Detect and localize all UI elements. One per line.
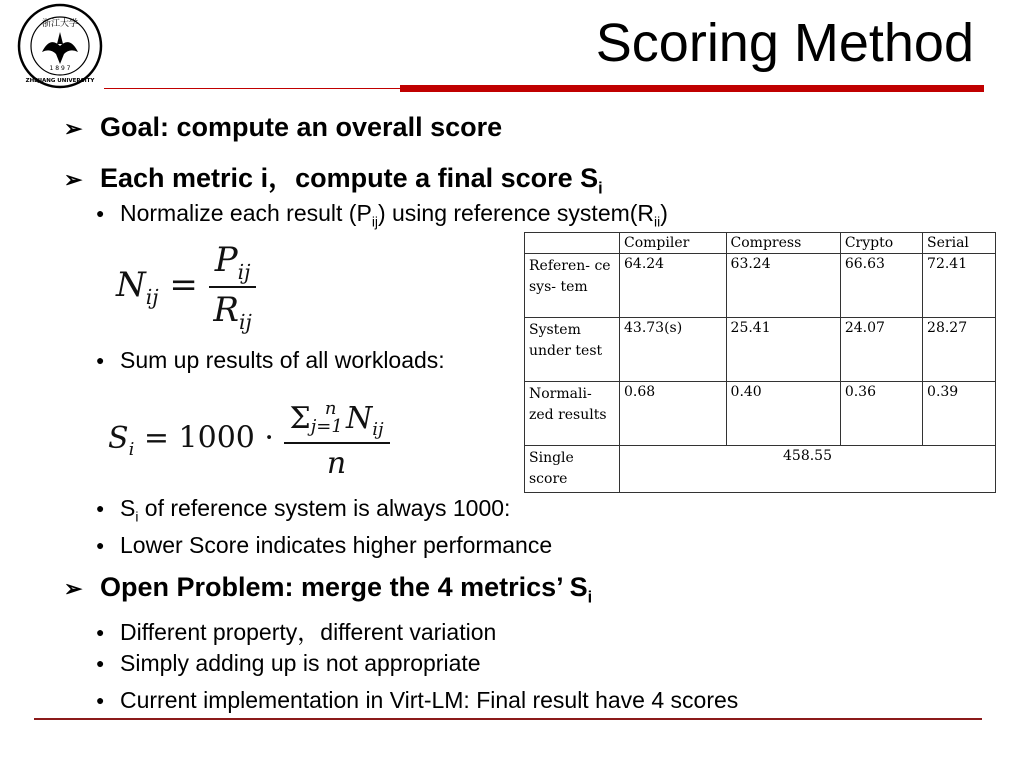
table-cell: 66.63: [840, 254, 922, 318]
table-cell: 28.27: [923, 318, 996, 382]
sub-bullet-sum: ● Sum up results of all workloads:: [96, 347, 445, 373]
table-row: [525, 254, 996, 318]
table-header-cell: Serial: [923, 233, 996, 254]
table-header-cell: Compress: [726, 233, 840, 254]
bullet-open-problem: ➢ Open Problem: merge the 4 metrics’ $S_i$: [64, 572, 593, 607]
bullet-each-metric: ➢ Each metric i，compute a final score $S_i$: [64, 163, 603, 198]
arrow-bullet-icon: ➢: [64, 116, 83, 141]
table-header-cell: Crypto: [840, 233, 922, 254]
row-label: Normali- zed results: [525, 382, 620, 446]
dot-bullet-icon: ●: [96, 205, 105, 221]
normalization-formula: $N_{ij}$ = $\frac{P_{ij}}{R_{ij}}$: [116, 240, 256, 334]
table-row: [525, 318, 996, 382]
dot-bullet-icon: ●: [96, 537, 105, 553]
sub-bullet-normalize: ● Normalize each result $(P_{ij})$ using reference $system(R_{ii})$: [96, 200, 668, 230]
dot-bullet-icon: ●: [96, 692, 105, 708]
table-cell: 43.73(s): [620, 318, 727, 382]
page-title: Scoring Method: [595, 13, 974, 73]
dot-bullet-icon: ●: [96, 500, 105, 516]
dot-bullet-icon: ●: [96, 352, 105, 368]
table-cell: 0.40: [726, 382, 840, 446]
table-header-cell: [525, 233, 620, 254]
row-label: Referen- ce sys- tem: [525, 254, 620, 318]
arrow-bullet-icon: ➢: [64, 576, 83, 601]
dot-bullet-icon: ●: [96, 624, 105, 640]
table-header-row: [525, 233, 996, 254]
title-rule-thin: [104, 88, 404, 89]
table-cell: 64.24: [620, 254, 727, 318]
bullet-goal: ➢ Goal: compute an overall score: [64, 112, 503, 142]
table-cell: 0.68: [620, 382, 727, 446]
svg-text:1 8 9 7: 1 8 9 7: [49, 65, 71, 72]
results-table: [524, 232, 996, 493]
sub-bullet-virt-lm: ● Current implementation in Virt-LM: Final result have 4 scores: [96, 687, 739, 713]
university-seal-logo: [16, 2, 104, 90]
arrow-bullet-icon: ➢: [64, 167, 83, 192]
single-score-value: 458.55: [620, 446, 996, 493]
svg-text:浙江大学: 浙江大学: [41, 19, 79, 29]
row-label: Single score: [525, 446, 620, 493]
sub-bullet-adding-up: ● Simply adding up is not appropriate: [96, 650, 481, 676]
table-cell: 0.36: [840, 382, 922, 446]
table-cell: 24.07: [840, 318, 922, 382]
table-cell: 0.39: [923, 382, 996, 446]
table-cell: 63.24: [726, 254, 840, 318]
footer-rule: [34, 718, 982, 720]
sub-bullet-reference-1000: ● $S_i$ of reference system is always 1000:: [96, 495, 511, 525]
score-formula: $S_i = 1000$ · $\frac{\Sigma j=1^n N_{ij}}{n}$: [108, 398, 390, 481]
title-rule-thick: [400, 85, 984, 92]
table-cell: 25.41: [726, 318, 840, 382]
table-cell: 72.41: [923, 254, 996, 318]
table-header-cell: Compiler: [620, 233, 727, 254]
row-label: System under test: [525, 318, 620, 382]
table-row: [525, 382, 996, 446]
sub-bullet-lower-score: ● Lower Score indicates higher performance: [96, 532, 553, 558]
svg-text:ZHEJIANG UNIVERSITY: ZHEJIANG UNIVERSITY: [25, 78, 95, 84]
sub-bullet-different-property: ● Different property，different variation: [96, 619, 497, 645]
table-row-single-score: [525, 446, 996, 493]
dot-bullet-icon: ●: [96, 655, 105, 671]
